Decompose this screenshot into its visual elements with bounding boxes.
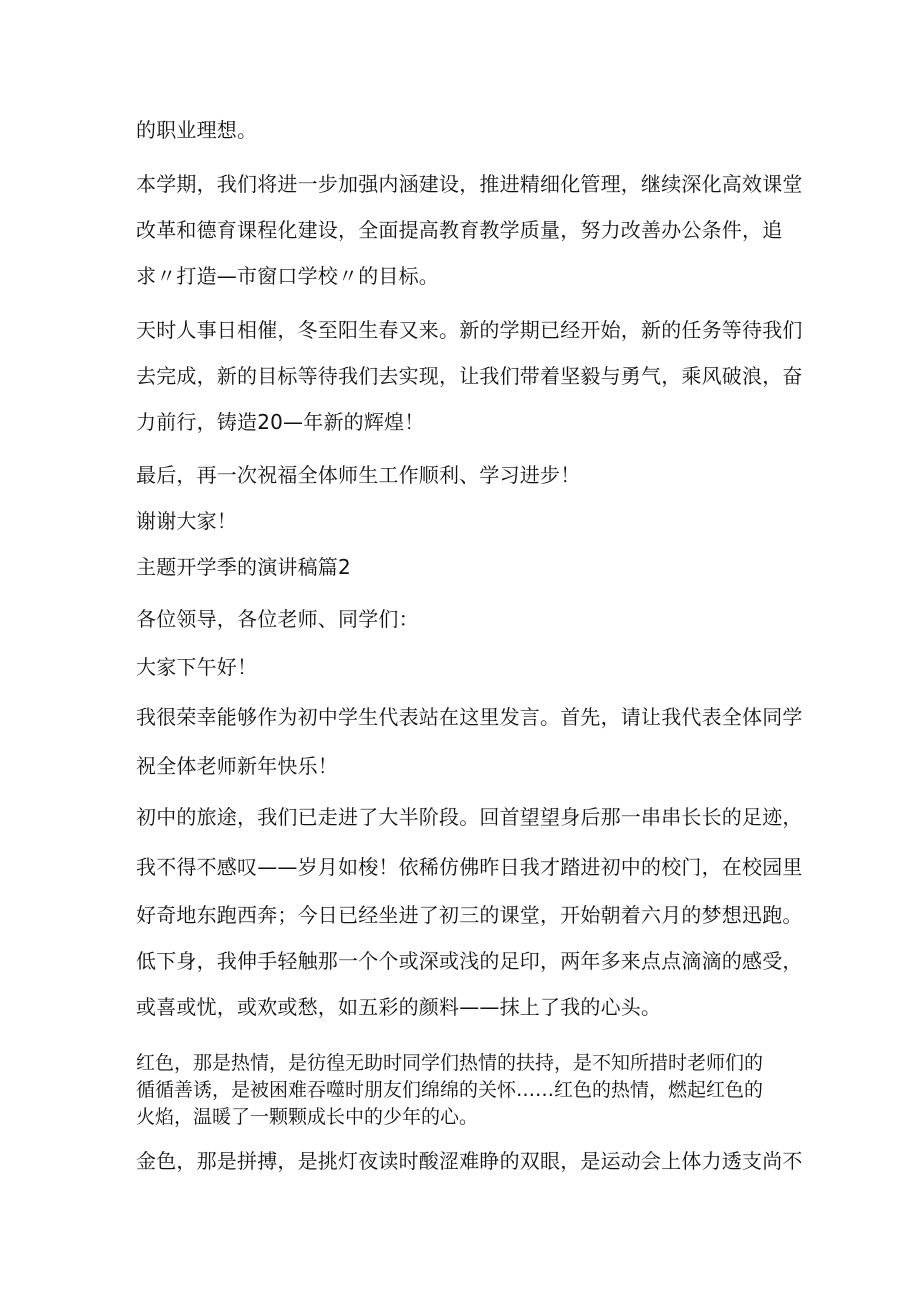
- paragraph-line: 我很荣幸能够作为初中学生代表站在这里发言。首先，请让我代表全体同学: [136, 705, 803, 729]
- paragraph-line: 我不得不感叹——岁月如梭！依稀仿佛昨日我才踏进初中的校门，在校园里: [136, 855, 803, 879]
- section-heading: 主题开学季的演讲稿篇2: [136, 555, 351, 579]
- paragraph-line: 改革和德育课程化建设，全面提高教育教学质量，努力改善办公条件，追: [136, 218, 783, 242]
- paragraph-line: 的职业理想。: [136, 118, 258, 142]
- paragraph-line: 好奇地东跑西奔；今日已经坐进了初三的课堂，开始朝着六月的梦想迅跑。: [136, 903, 803, 927]
- paragraph-line: 力前行，铸造20—年新的辉煌！: [136, 410, 425, 434]
- paragraph-line: 本学期，我们将进一步加强内涵建设，推进精细化管理，继续深化高效课堂: [136, 172, 803, 196]
- paragraph-line: 火焰，温暖了一颗颗成长中的少年的心。: [136, 1106, 479, 1128]
- paragraph-line: 初中的旅途，我们已走进了大半阶段。回首望望身后那一串串长长的足迹，: [136, 805, 803, 829]
- paragraph-line: 红色，那是热情，是彷徨无助时同学们热情的扶持，是不知所措时老师们的: [136, 1052, 764, 1074]
- paragraph-line: 循循善诱，是被困难吞噬时朋友们绵绵的关怀……红色的热情，燃起红色的: [136, 1079, 764, 1101]
- paragraph-line: 祝全体老师新年快乐！: [136, 754, 338, 778]
- paragraph-line: 谢谢大家！: [136, 509, 237, 533]
- paragraph-line: 金色，那是拼搏，是挑灯夜读时酸涩难睁的双眼，是运动会上体力透支尚不: [136, 1149, 803, 1173]
- paragraph-line: 天时人事日相催，冬至阳生春又来。新的学期已经开始，新的任务等待我们: [136, 318, 803, 342]
- paragraph-line: 低下身，我伸手轻触那一个个或深或浅的足印，两年多来点点滴滴的感受，: [136, 949, 803, 973]
- paragraph-line: 或喜或忧，或欢或愁，如五彩的颜料——抹上了我的心头。: [136, 995, 662, 1019]
- paragraph-line: 求〃打造—市窗口学校〃的目标。: [136, 264, 439, 288]
- salutation: 各位领导，各位老师、同学们：: [136, 607, 419, 631]
- paragraph-line: 去完成，新的目标等待我们去实现，让我们带着坚毅与勇气，乘风破浪，奋: [136, 364, 803, 388]
- paragraph-line: 最后，再一次祝福全体师生工作顺利、学习进步！: [136, 463, 581, 487]
- greeting: 大家下午好！: [136, 655, 258, 679]
